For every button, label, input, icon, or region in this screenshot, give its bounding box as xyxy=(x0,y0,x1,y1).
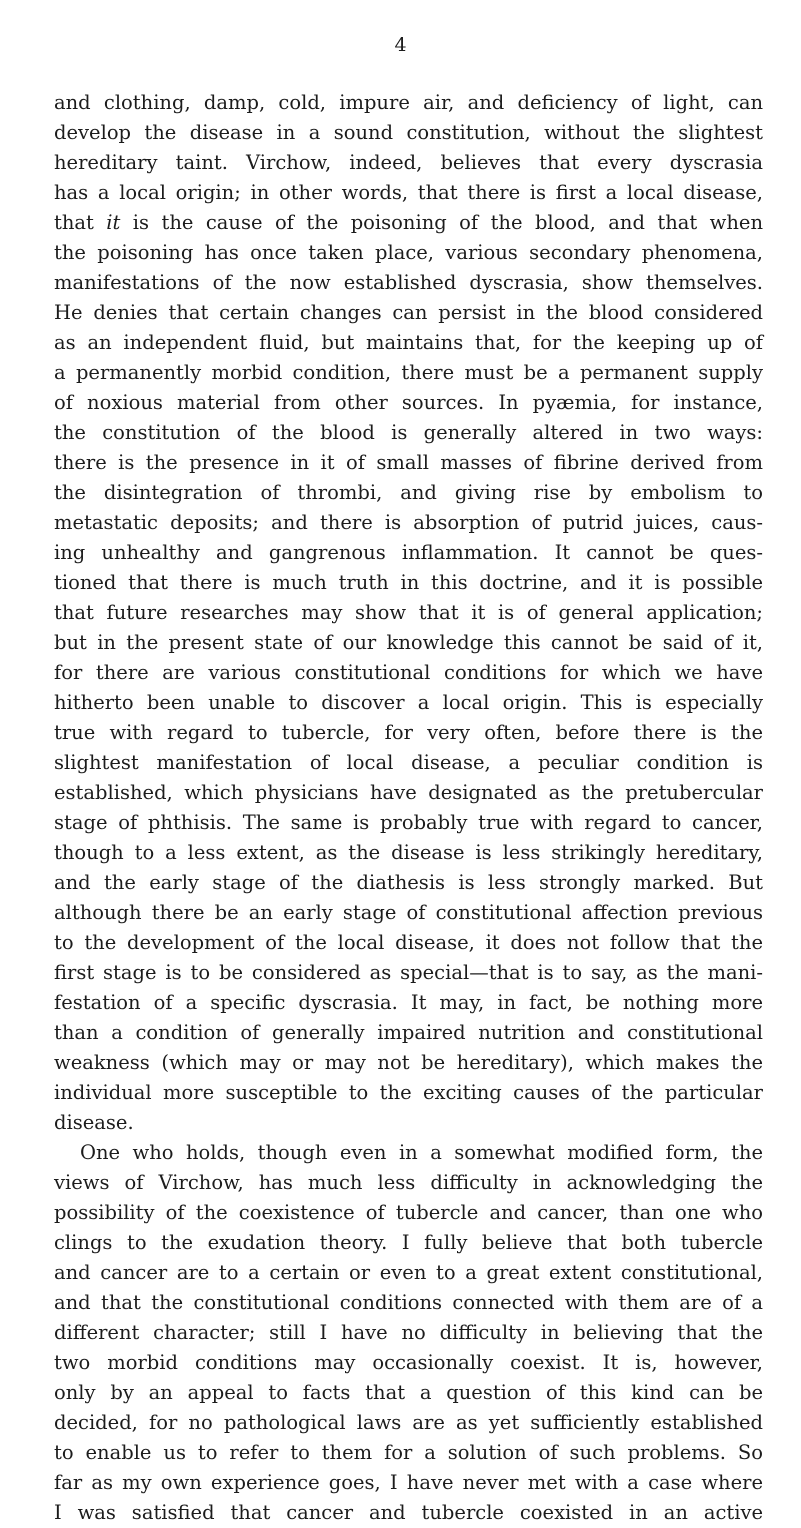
page-number: 4 xyxy=(394,34,407,56)
text-line: there is the presence in it of small masses of fibrine derived from xyxy=(54,451,763,474)
text-line: as an independent fluid, but maintains that, for the keeping up of xyxy=(54,331,763,354)
text-line: slightest manifestation of local disease, a peculiar condition is xyxy=(54,751,763,774)
text-line: two morbid conditions may occasionally coexist. It is, however, xyxy=(54,1351,763,1374)
text-line: although there be an early stage of constitutional affection previous xyxy=(54,901,763,924)
text-line: but in the present state of our knowledge this cannot be said of it, xyxy=(54,631,763,654)
text-line: different character; still I have no difficulty in believing that the xyxy=(54,1321,763,1344)
text-line: that future researches may show that it is of general application; xyxy=(54,601,763,624)
text-line: and that the constitutional conditions connected with them are of a xyxy=(54,1291,763,1314)
text-line: than a condition of generally impaired nutrition and constitutional xyxy=(54,1021,763,1044)
text-line: One who holds, though even in a somewhat modified form, the xyxy=(80,1141,763,1164)
text-line: the disintegration of thrombi, and giving rise by embolism to xyxy=(54,481,763,504)
text-line: to enable us to refer to them for a solution of such problems. So xyxy=(54,1441,763,1464)
text-line: the poisoning has once taken place, various secondary phenomena, xyxy=(54,241,763,264)
text-line: ing unhealthy and gangrenous inflammation. It cannot be ques- xyxy=(54,541,763,564)
text-line: a permanently morbid condition, there must be a permanent supply xyxy=(54,361,763,384)
text-line: though to a less extent, as the disease is less strikingly hereditary, xyxy=(54,841,763,864)
text-line: and cancer are to a certain or even to a great extent constitutional, xyxy=(54,1261,763,1284)
text-line: weakness (which may or may not be hereditary), which makes the xyxy=(54,1051,763,1074)
text-line: metastatic deposits; and there is absorption of putrid juices, caus- xyxy=(54,511,763,534)
text-line: manifestations of the now established dyscrasia, show themselves. xyxy=(54,271,763,294)
text-line: hitherto been unable to discover a local origin. This is especially xyxy=(54,691,763,714)
text-line: individual more susceptible to the exciting causes of the particular xyxy=(54,1081,763,1104)
text-line: He denies that certain changes can persist in the blood considered xyxy=(54,301,763,324)
text-line: clings to the exudation theory. I fully believe that both tubercle xyxy=(54,1231,763,1254)
text-line: and the early stage of the diathesis is less strongly marked. But xyxy=(54,871,763,894)
text-line: far as my own experience goes, I have never met with a case where xyxy=(54,1471,763,1494)
text-line: first stage is to be considered as special—that is to say, as the mani- xyxy=(54,961,763,984)
text-line: develop the disease in a sound constitution, without the slightest xyxy=(54,121,763,144)
text-line: views of Virchow, has much less difficulty in acknowledging the xyxy=(54,1171,763,1194)
text-line: I was satisfied that cancer and tubercle coexisted in an active xyxy=(54,1501,763,1524)
text-line: the constitution of the blood is generally altered in two ways: xyxy=(54,421,763,444)
text-line: disease. xyxy=(54,1111,134,1134)
text-line: to the development of the local disease, it does not follow that the xyxy=(54,931,763,954)
text-line: hereditary taint. Virchow, indeed, believes that every dyscrasia xyxy=(54,151,763,174)
text-line: has a local origin; in other words, that there is first a local disease, xyxy=(54,181,763,204)
text-line: festation of a specific dyscrasia. It may, in fact, be nothing more xyxy=(54,991,763,1014)
text-line: possibility of the coexistence of tubercle and cancer, than one who xyxy=(54,1201,763,1224)
text-line: of noxious material from other sources. In pyæmia, for instance, xyxy=(54,391,763,414)
text-line: decided, for no pathological laws are as yet sufficiently established xyxy=(54,1411,763,1434)
text-line: established, which physicians have designated as the pretubercular xyxy=(54,781,763,804)
text-line: that it is the cause of the poisoning of the blood, and that when xyxy=(54,211,763,234)
text-line: true with regard to tubercle, for very often, before there is the xyxy=(54,721,763,744)
text-line: for there are various constitutional conditions for which we have xyxy=(54,661,763,684)
text-line: stage of phthisis. The same is probably true with regard to cancer, xyxy=(54,811,763,834)
text-line: only by an appeal to facts that a question of this kind can be xyxy=(54,1381,763,1404)
text-line: tioned that there is much truth in this doctrine, and it is possible xyxy=(54,571,763,594)
text-line: and clothing, damp, cold, impure air, and deficiency of light, can xyxy=(54,91,763,114)
